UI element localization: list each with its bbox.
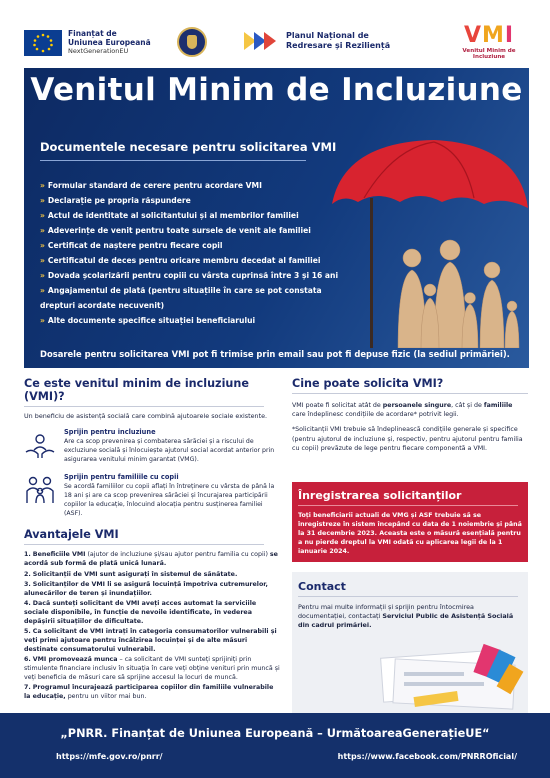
divider	[298, 596, 518, 597]
page-title: Venitul Minim de Incluziune	[30, 72, 523, 108]
pnrr-logo	[244, 30, 390, 52]
registration-box	[292, 482, 528, 562]
list-item: 3. Solicitanților de VMI li se asigură locuință împotriva cutremurelor, alunecărilor de teren și inundațiilor.	[24, 580, 268, 597]
eu-text-line1: Finanțat de	[68, 29, 117, 38]
registration-text: Toți beneficiarii actuali de VMG și ASF trebuie să se înregistreze în sistem începând cu data de 1 noiembrie și până la 31 decembrie 2023. Aceasta este o măsură esențială pentru a nu pierde dreptul la VMI odată cu aplicarea legii de la 1 ianuarie 2024.	[298, 512, 522, 555]
facebook-pnrr-link[interactable]: https://www.facebook.com/PNRROficial/	[337, 752, 517, 761]
list-item: » Angajamentul de plată (pentru situațiile în care se pot constata drepturi acordate necuvenit)	[40, 286, 322, 310]
family-icon	[24, 475, 56, 505]
pnrr-slogan: „PNRR. Finanțat de Uniunea Europeană – UrmătoareaGenerațieUE“	[60, 727, 490, 740]
list-item: 6. VMI promovează munca – ca solicitant de VMI sunteți sprijiniți prin stimulente financiare inclusiv în situația în care veți obține venituri prin muncă și veți beneficia de măsuri care să sprijine accesul la locuri de muncă.	[24, 655, 280, 681]
advantages-list	[24, 551, 280, 701]
vmi-definition-text: Un beneficiu de asistență socială care combină ajutoarele sociale existente.	[24, 412, 268, 420]
hands-support-icon	[24, 430, 56, 460]
registration-heading: Înregistrarea solicitanților	[298, 489, 462, 502]
list-item: 7. Programul încurajează participarea copiilor din familiile vulnerabile la educație, pentru un viitor mai bun.	[24, 683, 274, 700]
footer	[0, 713, 550, 778]
list-item: » Adeverințe de venit pentru toate sursele de venit ale familiei	[40, 226, 311, 235]
contact-heading: Contact	[298, 580, 346, 593]
eligibility-section	[292, 377, 528, 453]
benefit-title: Sprijin pentru familiile cu copii	[64, 472, 179, 481]
list-item: » Declarație pe propria răspundere	[40, 196, 191, 205]
benefit-text: Are ca scop prevenirea și combaterea sărăciei și a riscului de excluziune socială și înlocuiește ajutorul social acordat anterior prin asigurarea venitului minim garantat (VMG).	[64, 438, 275, 464]
vmi-logo-mark: VMI	[463, 23, 515, 48]
list-item: 5. Ca solicitant de VMI intrați în categoria consumatorilor vulnerabili și veți primi ajutoare pentru încălzirea locuinței și de alte măsuri destinate consumatorului vulnerabil.	[24, 627, 277, 653]
list-item: 1. Beneficiile VMI (ajutor de incluziune și/sau ajutor pentru familia cu copii) se acordă sub formă de plată unică lunară.	[24, 551, 278, 568]
pnrr-text-line1: Planul Național de	[286, 31, 369, 40]
list-item: » Actul de identitate al solicitantului și al membrilor familiei	[40, 211, 299, 220]
eligibility-heading: Cine poate solicita VMI?	[292, 377, 444, 390]
hero-banner	[24, 68, 529, 368]
eu-text-line3: NextGenerationEU	[68, 47, 129, 55]
list-item: » Alte documente specifice situației beneficiarului	[40, 316, 256, 325]
pnrr-arrows-icon	[244, 30, 280, 52]
eligibility-footnote: *Solicitanții VMI trebuie să îndeplinească condițiile generale și specifice (pentru ajutorul de incluziune și, respectiv, pentru ajutorul pentru familia cu copii) prevăzute de lege pentru fiecare componentă a VMI.	[292, 426, 523, 452]
divider	[298, 505, 518, 506]
divider	[292, 393, 528, 394]
eu-flag-icon	[24, 30, 62, 56]
benefit-families	[24, 473, 280, 519]
benefit-text: Se acordă familiilor cu copii aflați în întreținere cu vârsta de până la 18 ani și are ca scop prevenirea sărăciei și încurajarea participării copiilor la educație, înlocuind alocația pentru susținerea familiei (ASF).	[64, 482, 275, 518]
eu-text-line2: Uniunea Europeană	[68, 38, 151, 47]
vmi-definition-heading: Ce este venitul minim de incluziune (VMI)?	[24, 377, 249, 403]
submission-note: Dosarele pentru solicitarea VMI pot fi trimise prin email sau pot fi depuse fizic (la sediul primăriei).	[40, 349, 510, 359]
documents-illustration	[374, 642, 524, 714]
contact-box	[292, 572, 528, 717]
divider	[24, 406, 264, 407]
list-item: 4. Dacă sunteți solicitant de VMI aveți acces automat la serviciile sociale disponibile, în funcție de nevoile identificate, în vederea depășirii situațiilor de dificultate.	[24, 599, 257, 625]
list-item: » Formular standard de cerere pentru acordare VMI	[40, 181, 262, 190]
vmi-logo	[448, 24, 530, 60]
mfe-pnrr-link[interactable]: https://mfe.gov.ro/pnrr/	[56, 752, 163, 761]
vmi-info-section	[24, 377, 280, 703]
government-seal-icon	[177, 27, 207, 57]
list-item: » Certificatul de deces pentru oricare membru decedat al familiei	[40, 256, 321, 265]
advantages-heading: Avantajele VMI	[24, 528, 119, 542]
list-item: » Dovada școlarizării pentru copiii cu vârsta cuprinsă între 3 și 16 ani	[40, 271, 339, 280]
umbrella-family-illustration	[324, 138, 529, 348]
benefit-title: Sprijin pentru incluziune	[64, 428, 156, 436]
pnrr-text-line2: Redresare și Reziliență	[286, 41, 391, 50]
eligibility-text: VMI poate fi solicitat atât de persoanele singure, cât și de familiile care îndeplinesc condițiile de acordare* potrivit legii.	[292, 402, 513, 419]
eu-funding-logo	[24, 29, 151, 56]
benefit-inclusion	[24, 428, 280, 465]
documents-list	[40, 178, 350, 328]
list-item: » Certificat de naștere pentru fiecare copil	[40, 241, 223, 250]
divider	[24, 544, 264, 545]
divider	[40, 160, 306, 161]
vmi-logo-caption: Venitul Minim de Incluziune	[462, 48, 516, 60]
list-item: 2. Solicitanții de VMI sunt asigurați în sistemul de sănătate.	[24, 570, 238, 578]
documents-heading: Documentele necesare pentru solicitarea VMI	[40, 140, 337, 154]
logo-bar	[0, 0, 550, 68]
contact-text: Pentru mai multe informații și sprijin pentru întocmirea documentației, contactați Serviciul Public de Asistență Socială din cadrul primăriei.	[298, 603, 514, 630]
